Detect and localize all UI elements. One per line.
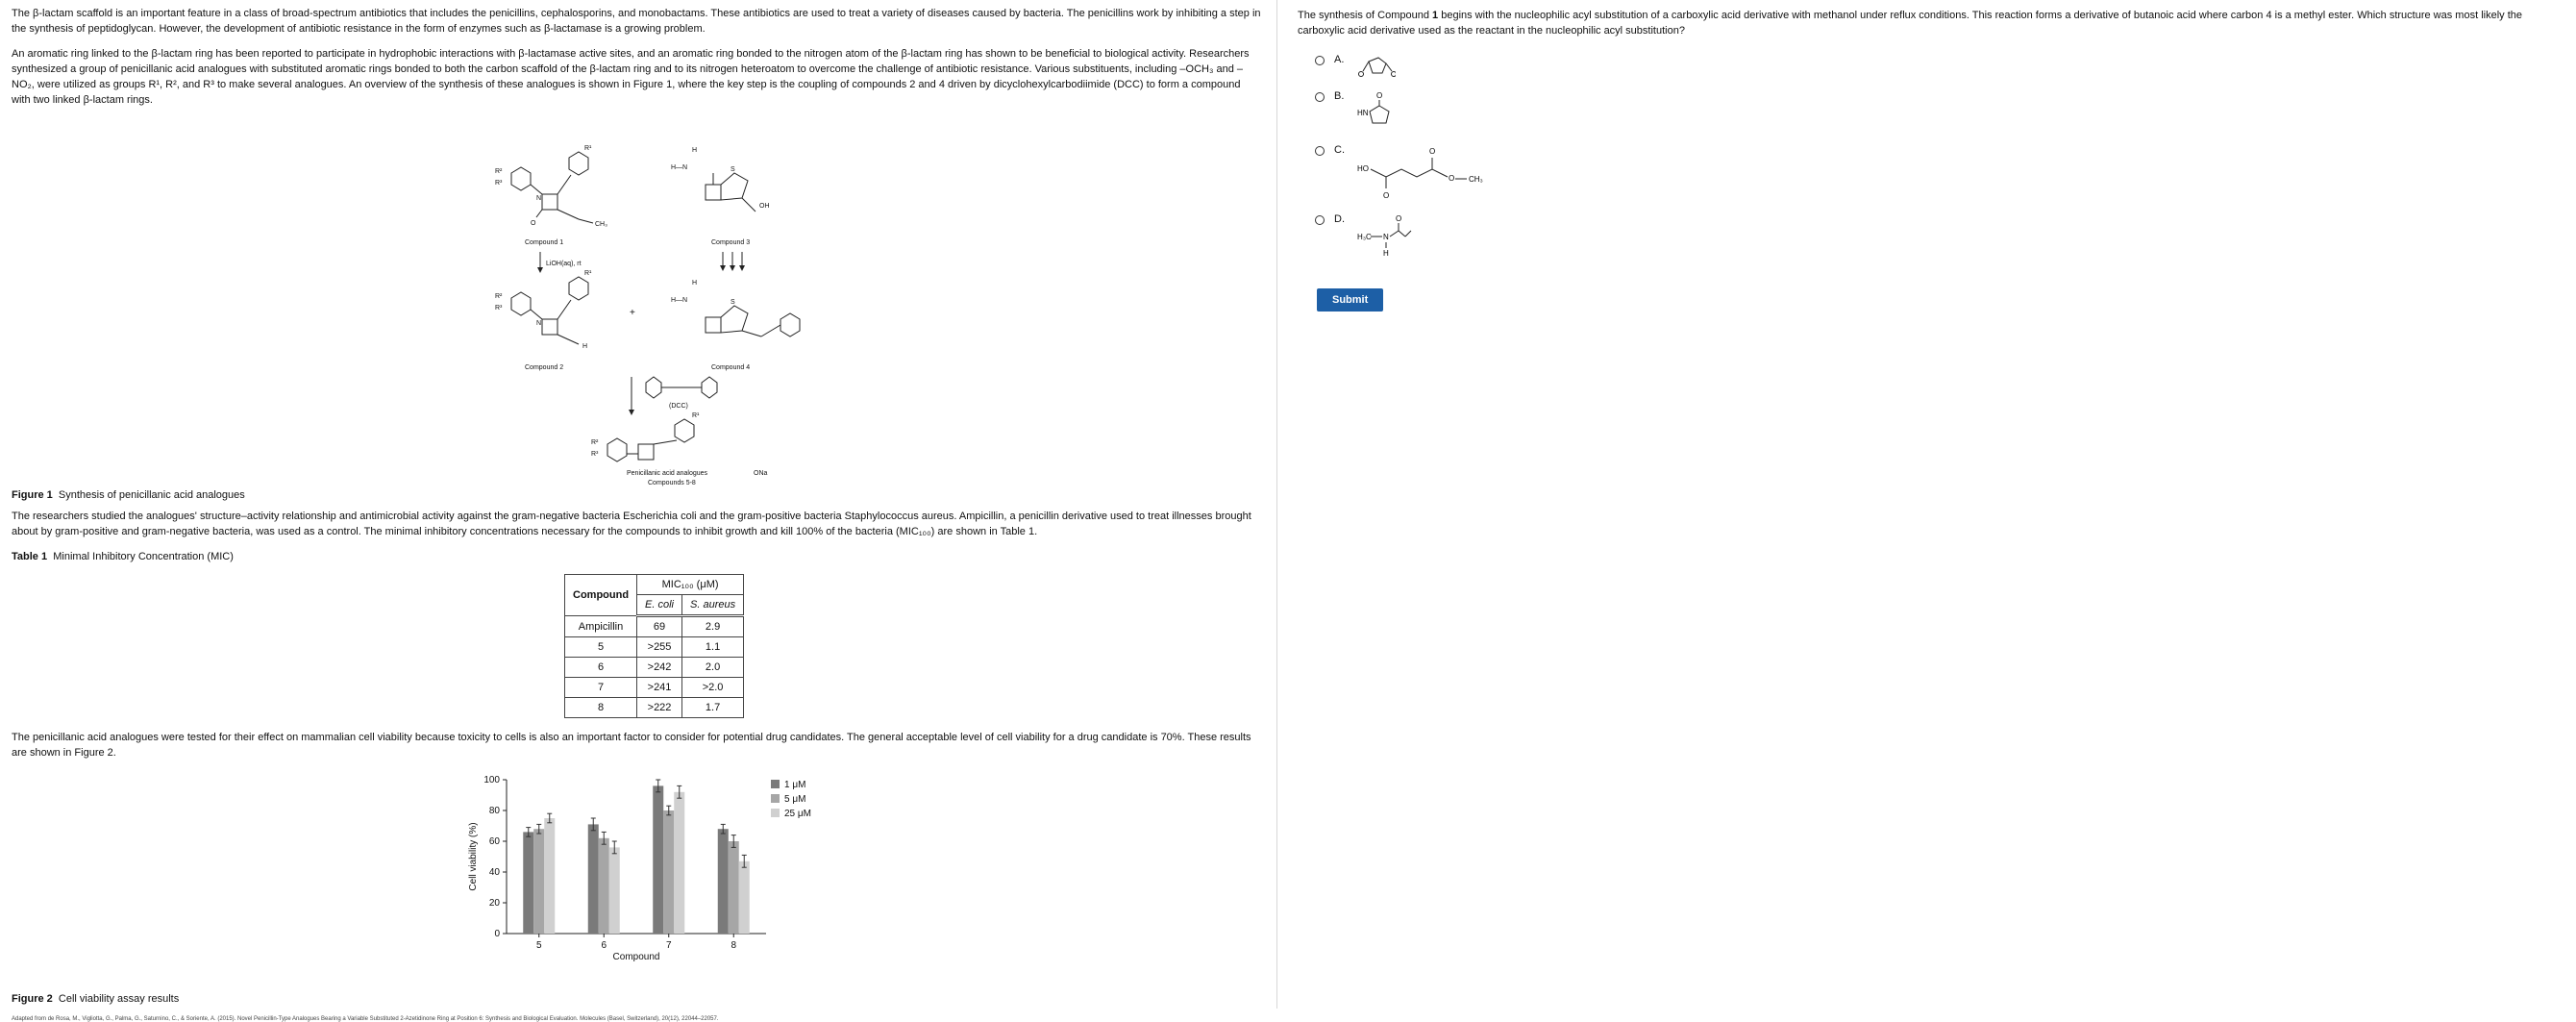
answer-option-d[interactable] [1315, 213, 2557, 263]
legend-label: 5 μM [784, 794, 806, 805]
c3-h: H [692, 147, 698, 154]
y-tick-label: 100 [483, 775, 500, 785]
cell-compound: 8 [565, 698, 637, 718]
passage-paragraph-2: An aromatic ring linked to the β-lactam ring has been reported to participate in hydrophobic interactions with β-lactamase active sites, and an aromatic ring bonded to the nitrogen atom of the β-lactam ring has shown to be beneficial to biological activity. Researchers synthesized a group of penicillanic acid analogues with substituted aromatic rings bonded to both the carbon scaffold of the β-lactam ring and to its nitrogen heteroatom to overcome the challenge of antibiotic resistance. Various substituents, including –OCH₃ and –NO₂, were utilized as groups R¹, R², and R³ to make several analogues. An overview of the synthesis of these analogues is shown in Figure 1, where the key step is the coupling of compounds 2 and 4 driven by dicyclohexylcarbodiimide (DCC) to form a compound with two linked β-lactam rings. [12, 48, 1250, 106]
structure-d-atom-o: O [1396, 214, 1402, 223]
cell-compound: 7 [565, 678, 637, 698]
table-row [565, 637, 744, 658]
question-text-start: The synthesis of Compound [1298, 10, 1433, 21]
figure-1-number: Figure 1 [12, 489, 53, 501]
c4-s: S [731, 299, 735, 306]
bar [544, 818, 555, 934]
question-text-end: begins with the nucleophilic acyl substitution of a carboxylic acid derivative with methanol under reflux conditions. This reaction forms a derivative of butanoic acid where carbon 4 is a methyl ester. Which structure was most likely the carboxylic acid derivative used as the reactant in the nucleophilic acyl substitution? [1298, 10, 2522, 37]
cell-viability-chart [12, 770, 877, 982]
option-label-c: C. [1334, 144, 1345, 156]
structure-a-icon [1357, 54, 1396, 79]
cell-saureus: >2.0 [682, 678, 744, 698]
table-1-caption [12, 549, 1262, 564]
cell-saureus: 1.7 [682, 698, 744, 718]
table-row [565, 658, 744, 678]
bar [609, 847, 620, 934]
cell-saureus: 2.0 [682, 658, 744, 678]
legend-label: 25 μM [784, 809, 811, 819]
x-tick-label: 7 [665, 940, 672, 951]
cell-ecoli: 69 [637, 616, 682, 637]
structure-c-icon [1357, 144, 1501, 202]
table-row [565, 698, 744, 718]
y-tick-label: 40 [488, 867, 500, 878]
col-ecoli-header: E. coli [637, 595, 682, 616]
compound-2-structure [495, 270, 592, 371]
product-structure [591, 412, 768, 486]
cell-compound: Ampicillin [565, 616, 637, 637]
prod-r3: R³ [591, 451, 599, 458]
bar [523, 832, 533, 934]
cell-ecoli: >222 [637, 698, 682, 718]
bar [599, 838, 609, 934]
reagent-1: LiOH(aq), rt [546, 261, 582, 267]
figure-2-caption-text: Cell viability assay results [58, 993, 180, 1005]
x-tick-label: 8 [731, 940, 737, 951]
mic-table [564, 574, 744, 718]
passage-paragraph-4: The penicillanic acid analogues were tested for their effect on mammalian cell viability because toxicity to cells is also an important factor to consider for potential drug candidates. The general acceptable level of cell viability for a drug candidate is 70%. These results are shown in Figure 2. [12, 732, 1251, 759]
figure-1-scheme [12, 117, 1261, 487]
panel-divider [1276, 0, 1277, 1009]
submit-button[interactable]: Submit [1317, 288, 1383, 312]
bar [729, 841, 739, 934]
question-panel [1288, 0, 2566, 1009]
answer-option-c[interactable] [1315, 144, 2557, 202]
c1-r1: R¹ [584, 145, 592, 152]
y-tick-label: 0 [494, 929, 500, 939]
radio-d[interactable] [1315, 215, 1325, 225]
bar [653, 785, 663, 934]
c4-h: H [692, 280, 698, 287]
passage-panel [0, 0, 1274, 1022]
structure-d-atom-h: H [1383, 249, 1389, 258]
question-stem [1298, 8, 2557, 38]
structure-b-atom-o: O [1376, 91, 1383, 100]
answer-option-a[interactable] [1315, 54, 2557, 79]
table-row [565, 616, 744, 637]
figure-2-caption [12, 991, 1262, 1007]
radio-c[interactable] [1315, 146, 1325, 156]
product-label-line2: Compounds 5-8 [648, 480, 696, 486]
option-label-a: A. [1334, 54, 1345, 65]
col-compound-header: Compound [565, 575, 637, 616]
dcc-structure [646, 377, 717, 410]
c2-h: H [582, 343, 588, 350]
cell-ecoli: >242 [637, 658, 682, 678]
dcc-label: (DCC) [669, 403, 688, 410]
radio-b[interactable] [1315, 92, 1325, 102]
c1-r2: R² [495, 168, 503, 175]
c3-oh: OH [759, 203, 770, 210]
c2-n: N [536, 320, 542, 327]
c3-hn: H—N [671, 164, 688, 171]
prod-r1: R¹ [692, 412, 700, 419]
structure-b-atom-hn: HN [1357, 109, 1369, 117]
structure-c-atom-o-top: O [1429, 147, 1436, 156]
bar [674, 792, 684, 934]
cell-compound: 6 [565, 658, 637, 678]
c3-s: S [731, 166, 735, 173]
x-axis-label: Compound [612, 952, 660, 962]
radio-a[interactable] [1315, 56, 1325, 65]
figure-1-caption-text: Synthesis of penicillanic acid analogues [58, 489, 245, 501]
c2-label: Compound 2 [525, 364, 564, 371]
cell-ecoli: >255 [637, 637, 682, 658]
col-mic-header: MIC₁₀₀ (μM) [637, 575, 744, 595]
structure-c-atom-ho: HO [1357, 164, 1369, 173]
compound-4-structure [671, 280, 800, 371]
c3-label: Compound 3 [711, 239, 751, 246]
c2-r2: R² [495, 293, 503, 300]
figure-2-chart [12, 770, 877, 982]
cell-saureus: 1.1 [682, 637, 744, 658]
structure-d-icon [1357, 213, 1434, 263]
legend-label: 1 μM [784, 780, 806, 790]
compound-3-structure [671, 147, 770, 246]
legend-swatch [771, 794, 780, 803]
x-tick-label: 6 [601, 940, 607, 951]
table-1-number: Table 1 [12, 551, 48, 562]
cell-compound: 5 [565, 637, 637, 658]
bar [739, 861, 750, 934]
c1-ch3: CH₃ [595, 221, 607, 228]
y-tick-label: 20 [488, 898, 500, 909]
legend-swatch [771, 780, 780, 788]
x-tick-label: 5 [535, 940, 542, 951]
bar [533, 829, 544, 934]
table-1-caption-text: Minimal Inhibitory Concentration (MIC) [53, 551, 234, 562]
c1-n: N [536, 195, 542, 202]
structure-c-atom-o-bottom: O [1383, 191, 1390, 200]
legend-swatch [771, 809, 780, 817]
figure-1-caption [12, 487, 1262, 503]
structure-c-atom-ch3: CH₃ [1469, 175, 1483, 184]
table-row [565, 678, 744, 698]
figure-2-number: Figure 2 [12, 993, 53, 1005]
option-label-d: D. [1334, 213, 1345, 225]
structure-d-atom-h3c: H₃C [1357, 233, 1372, 241]
plus-sign: + [630, 308, 635, 318]
passage-paragraph-1: The β-lactam scaffold is an important feature in a class of broad-spectrum antibiotics that includes the penicillins, cephalosporins, and monobactams. These antibiotics are used to treat a variety of diseases caused by bacteria. The penicillins work by inhibiting a step in the synthesis of peptidoglycan. However, the development of antibiotic resistance in the form of enzymes such as β-lactamase is a growing problem. [12, 8, 1261, 35]
y-tick-label: 60 [488, 836, 500, 847]
cell-ecoli: >241 [637, 678, 682, 698]
c2-r1: R¹ [584, 270, 592, 277]
compound-1-structure [495, 145, 607, 246]
c1-r3: R³ [495, 180, 503, 187]
prod-ona: ONa [754, 470, 768, 477]
c4-hn: H—N [671, 297, 688, 304]
structure-d-atom-n: N [1383, 233, 1389, 241]
y-tick-label: 80 [488, 806, 500, 816]
bar [718, 829, 729, 934]
option-label-b: B. [1334, 90, 1345, 102]
col-saureus-header: S. aureus [682, 595, 744, 616]
c1-label: Compound 1 [525, 239, 564, 246]
question-compound-number: 1 [1432, 10, 1439, 21]
structure-c-atom-o-ester: O [1449, 174, 1455, 183]
passage-paragraph-3: The researchers studied the analogues' structure–activity relationship and antimicrobial activity against the gram-negative bacteria Escherichia coli and the gram-positive bacteria Staphylococcus aureus. Ampicillin, a penicillin derivative used to treat illnesses brought about by gram-positive and gram-negative bacteria, was used as a control. The minimal inhibitory concentrations necessary for the compounds to inhibit growth and kill 100% of the bacteria (MIC₁₀₀) are shown in Table 1. [12, 511, 1251, 537]
citation-footnote: Adapted from de Rosa, M., Vigliotta, G., Palma, G., Saturnino, C., & Soriente, A. (2015). Novel Penicillin-Type Analogues Bearing a Variable Substituted 2-Azetidinone Ring at Position 6: Synthesis and Biological Evaluation. Molecules (Basel, Switzerland), 20(12), 22044–22057. [12, 1016, 719, 1022]
cell-saureus: 2.9 [682, 616, 744, 637]
structure-b-icon [1357, 90, 1405, 133]
y-axis-label: Cell viability (%) [468, 822, 479, 891]
prod-r2: R² [591, 439, 599, 446]
c4-label: Compound 4 [711, 364, 751, 371]
c2-r3: R³ [495, 305, 503, 312]
multi-step-arrows [720, 252, 745, 271]
answer-option-b[interactable] [1315, 90, 2557, 133]
bar [663, 810, 674, 934]
c1-o: O [531, 220, 536, 227]
product-label-line1: Penicillanic acid analogues [627, 470, 708, 477]
bar [588, 824, 599, 934]
